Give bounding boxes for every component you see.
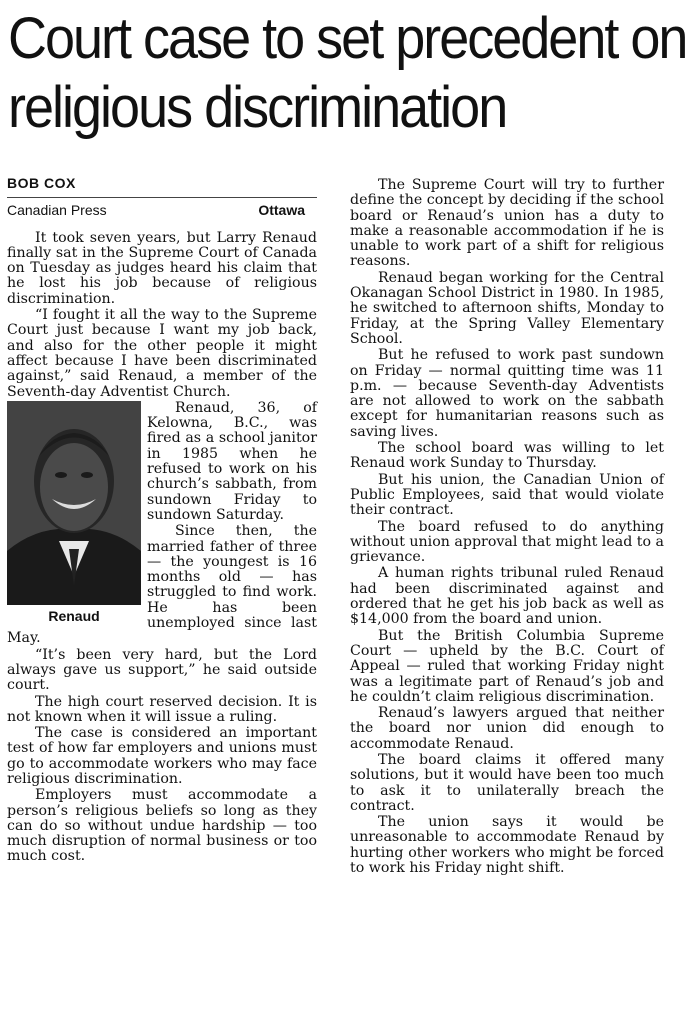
dateline: Ottawa — [258, 202, 305, 219]
paragraph: The high court reserved decision. It is not known when it will issue a ruling. — [7, 693, 317, 725]
paragraph: But he refused to work past sundown on Friday — normal quitting time was 11 p.m. — because Seventh-day Adventists are not allowed to work on the sabbath except for humanitarian reasons such as saving lives. — [350, 347, 664, 440]
paragraph: Renaud, 36, of Kelowna, B.C., was fired as a school janitor in 1985 when he refused to work on his church’s sabbath, from sundown Friday to sundown Saturday. — [147, 399, 317, 523]
source-line — [7, 197, 317, 218]
paragraph: The case is considered an important test of how far employers and unions must go to accommodate workers who may face religious discrimination. — [7, 725, 317, 787]
article-column-1 — [7, 176, 317, 866]
headline: Court case to set precedent on religious discrimination — [8, 6, 687, 141]
portrait-photo — [7, 401, 141, 605]
photo-caption: Renaud — [48, 607, 100, 624]
portrait-illustration — [7, 401, 141, 605]
paragraph: But the British Columbia Supreme Court — upheld by the B.C. Court of Appeal — ruled that working Friday night was a legitimate part of Renaud’s job and he couldn’t claim religious discrimination. — [350, 627, 664, 705]
paragraph: The Supreme Court will try to further define the concept by deciding if the school board or Renaud’s union has a duty to make a reasonable accommodation if he is unable to work part of a shift for religious reasons. — [350, 177, 664, 270]
byline: BOB COX — [7, 175, 76, 191]
paragraph: Employers must accommodate a person’s religious beliefs so long as they can do so without undue hardship — too much disruption of normal business or too much cost. — [7, 787, 317, 865]
paragraph: But his union, the Canadian Union of Public Employees, said that would violate their contract. — [350, 471, 664, 519]
article-column-2 — [350, 178, 664, 877]
paragraph: Renaud’s lawyers argued that neither the board nor union did enough to accommodate Renaud. — [350, 705, 664, 752]
paragraph: “I fought it all the way to the Supreme Court just because I want my job back, and also for the other people it might affect because I have been discriminated against,” said Renaud, a member of the Seventh-day Adventist Church. — [7, 307, 317, 400]
paragraph: Since then, the married father of three — the youngest is 16 months old — has struggled to find work. He has been unemployed since last May. — [7, 523, 317, 647]
paragraph: It took seven years, but Larry Renaud finally sat in the Supreme Court of Canada on Tuesday as judges heard his claim that he lost his job because of religious discrimination. — [7, 229, 317, 307]
paragraph: The school board was willing to let Renaud work Sunday to Thursday. — [350, 440, 664, 472]
paragraph: The board claims it offered many solutions, but it would have been too much to ask it to unilaterally breach the contract. — [350, 751, 664, 814]
source-agency: Canadian Press — [7, 202, 107, 219]
paragraph: “It’s been very hard, but the Lord always gave us support,” he said outside court. — [7, 646, 317, 694]
photo-block — [7, 401, 141, 624]
paragraph: The union says it would be unreasonable to accommodate Renaud by hurting other workers who might be forced to work his Friday night shift. — [350, 814, 664, 877]
paragraph: A human rights tribunal ruled Renaud had been discriminated against and ordered that he get his job back as well as $14,000 from the board and union. — [350, 565, 664, 628]
paragraph: Renaud began working for the Central Okanagan School District in 1980. In 1985, he switched to afternoon shifts, Monday to Friday, at the Spring Valley Elementary School. — [350, 269, 664, 347]
paragraph: The board refused to do anything without union approval that might lead to a grievance. — [350, 518, 665, 566]
